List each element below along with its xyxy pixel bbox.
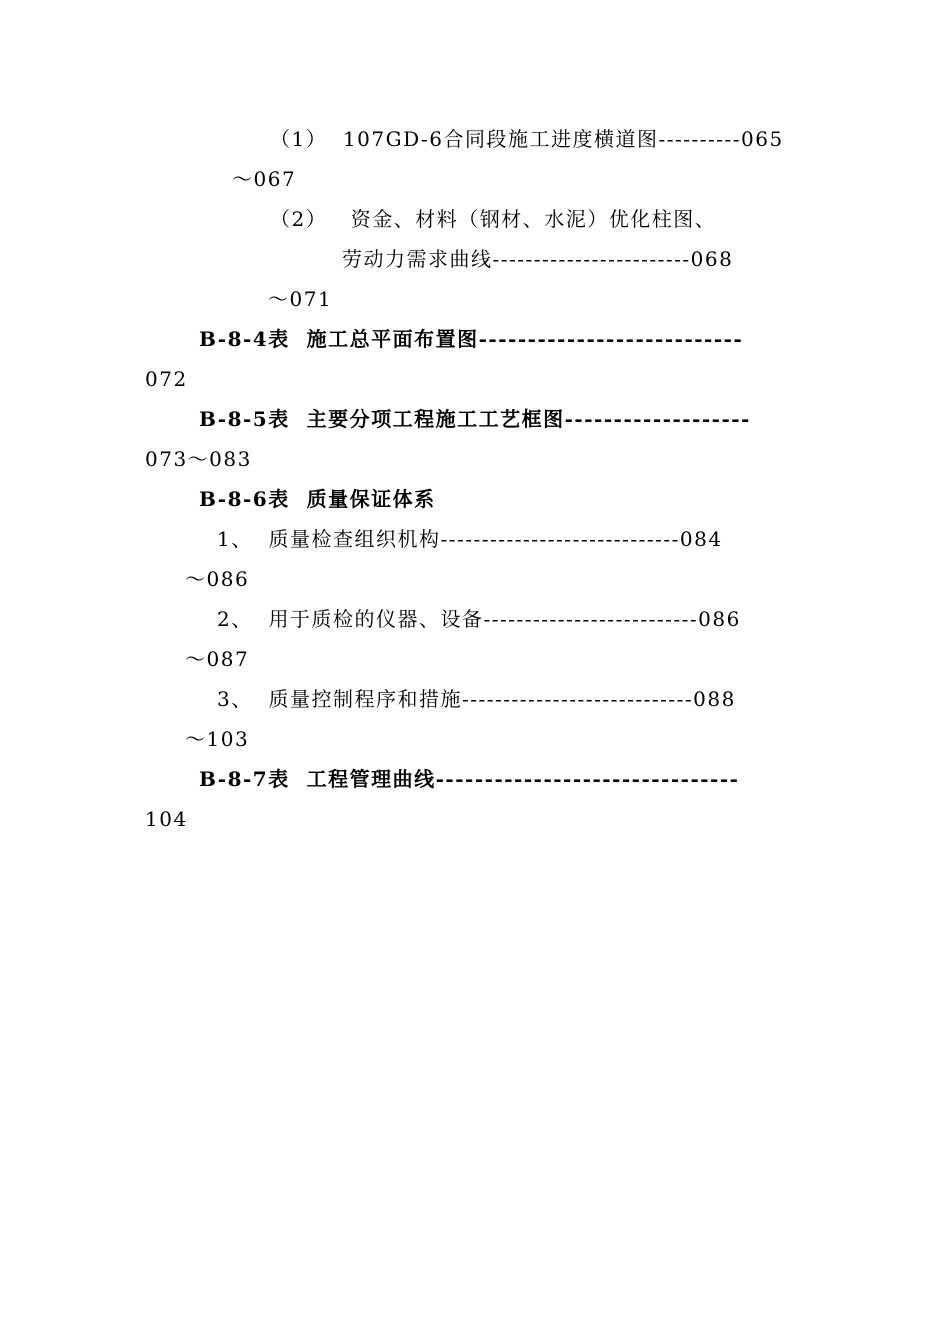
toc-entry-1-2-cont: 劳动力需求曲线------------------------068 [342, 247, 734, 271]
toc-entry-1-1: （1） 107GD-6合同段施工进度横道图----------065 [270, 127, 784, 151]
toc-entry-b-8-6-1: 1、 质量检查组织机构-----------------------------084 [217, 527, 723, 551]
toc-entry-1-1-pages: ～067 [232, 167, 297, 191]
toc-entry-b-8-5-pages: 073～083 [145, 447, 252, 471]
toc-entry-b-8-4-pages: 072 [145, 367, 188, 391]
toc-entry-b-8-6-3: 3、 质量控制程序和措施----------------------------088 [217, 687, 736, 711]
toc-entry-1-2: （2） 资金、材料（钢材、水泥）优化柱图、 [270, 207, 717, 231]
toc-entry-b-8-4: B-8-4表 施工总平面布置图--------------------------- [199, 327, 744, 351]
toc-entry-b-8-6-2: 2、 用于质检的仪器、设备--------------------------086 [217, 607, 741, 631]
toc-entry-b-8-6: B-8-6表 质量保证体系 [199, 487, 436, 511]
toc-entry-1-2-pages: ～071 [268, 287, 333, 311]
toc-entry-b-8-6-3-pages: ～103 [185, 727, 250, 751]
toc-entry-b-8-6-1-pages: ～086 [185, 567, 250, 591]
toc-entry-b-8-6-2-pages: ～087 [185, 647, 250, 671]
toc-entry-b-8-7: B-8-7表 工程管理曲线------------------------------- [199, 767, 740, 791]
toc-entry-b-8-5: B-8-5表 主要分项工程施工工艺框图------------------- [199, 407, 751, 431]
toc-entry-b-8-7-pages: 104 [145, 807, 188, 831]
